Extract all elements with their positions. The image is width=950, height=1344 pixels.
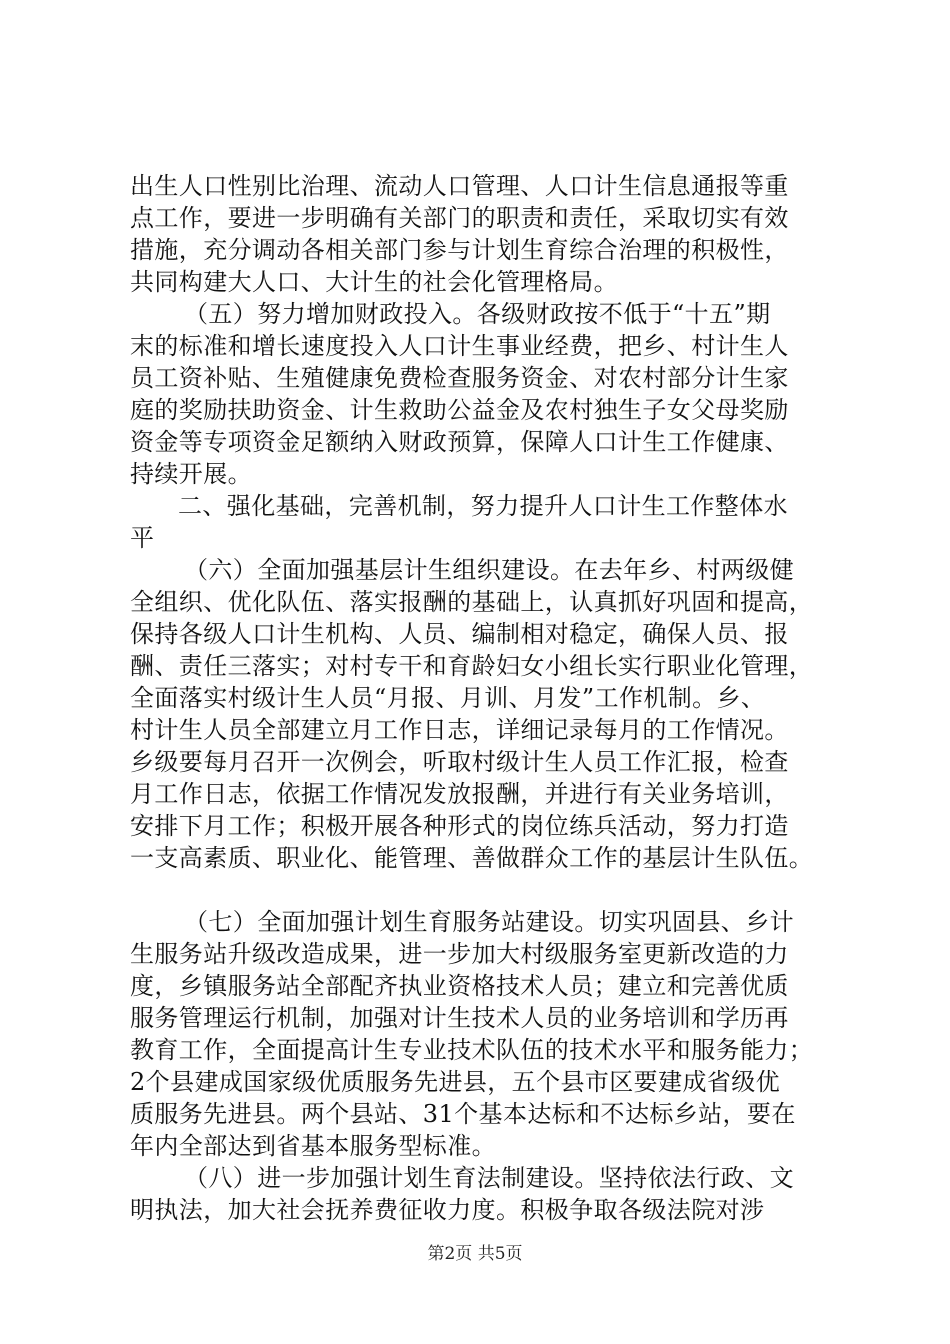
- section-heading-line: 平: [130, 524, 155, 552]
- text-line: 保持各级人口计生机构、人员、编制相对稳定，确保人员、报: [130, 620, 789, 648]
- text-line: 酬、责任三落实；对村专干和育龄妇女小组长实行职业化管理，: [130, 652, 814, 680]
- text-line: 村计生人员全部建立月工作日志，详细记录每月的工作情况。: [130, 716, 789, 744]
- text-line: 共同构建大人口、大计生的社会化管理格局。: [130, 268, 618, 296]
- text-line: 一支高素质、职业化、能管理、善做群众工作的基层计生队伍。: [130, 844, 814, 872]
- text-line: （七）全面加强计划生育服务站建设。切实巩固县、乡计: [184, 908, 794, 936]
- text-line: 庭的奖励扶助资金、计生救助公益金及农村独生子女父母奖励: [130, 396, 789, 424]
- text-line: 安排下月工作；积极开展各种形式的岗位练兵活动，努力打造: [130, 812, 789, 840]
- text-line: 持续开展。: [130, 460, 252, 488]
- text-line: 年内全部达到省基本服务型标准。: [130, 1132, 496, 1160]
- text-line: 员工资补贴、生殖健康免费检查服务资金、对农村部分计生家: [130, 364, 789, 392]
- section-heading-line: 二、强化基础，完善机制，努力提升人口计生工作整体水: [178, 492, 788, 520]
- text-line: 出生人口性别比治理、流动人口管理、人口计生信息通报等重: [130, 172, 789, 200]
- text-line: 明执法，加大社会抚养费征收力度。积极争取各级法院对涉: [130, 1196, 765, 1224]
- text-line: 全组织、优化队伍、落实报酬的基础上，认真抓好巩固和提高，: [130, 588, 814, 616]
- text-line: （五）努力增加财政投入。各级财政按不低于“十五”期: [184, 300, 771, 328]
- text-line: 乡级要每月召开一次例会，听取村级计生人员工作汇报，检查: [130, 748, 789, 776]
- text-line: 措施，充分调动各相关部门参与计划生育综合治理的积极性，: [130, 236, 789, 264]
- text-line: （六）全面加强基层计生组织建设。在去年乡、村两级健: [184, 556, 794, 584]
- text-line: 2个县建成国家级优质服务先进县，五个县市区要建成省级优: [130, 1068, 781, 1096]
- text-line: 资金等专项资金足额纳入财政预算，保障人口计生工作健康、: [130, 428, 789, 456]
- page-number-footer: 第2页 共5页: [427, 1244, 523, 1264]
- text-line: 服务管理运行机制，加强对计生技术人员的业务培训和学历再: [130, 1004, 789, 1032]
- text-line: 月工作日志，依据工作情况发放报酬，并进行有关业务培训，: [130, 780, 789, 808]
- text-line: 质服务先进县。两个县站、31个基本达标和不达标乡站，要在: [130, 1100, 796, 1128]
- document-body: [130, 170, 850, 1226]
- text-line: 度，乡镇服务站全部配齐执业资格技术人员；建立和完善优质: [130, 972, 789, 1000]
- text-line: （八）进一步加强计划生育法制建设。坚持依法行政、文: [184, 1164, 794, 1192]
- text-line: 生服务站升级改造成果，进一步加大村级服务室更新改造的力: [130, 940, 789, 968]
- text-line: 点工作，要进一步明确有关部门的职责和责任，采取切实有效: [130, 204, 789, 232]
- text-line: 全面落实村级计生人员“月报、月训、月发”工作机制。乡、: [130, 684, 766, 712]
- text-line: 教育工作，全面提高计生专业技术队伍的技术水平和服务能力；: [130, 1036, 814, 1064]
- text-line: 末的标准和增长速度投入人口计生事业经费，把乡、村计生人: [130, 332, 789, 360]
